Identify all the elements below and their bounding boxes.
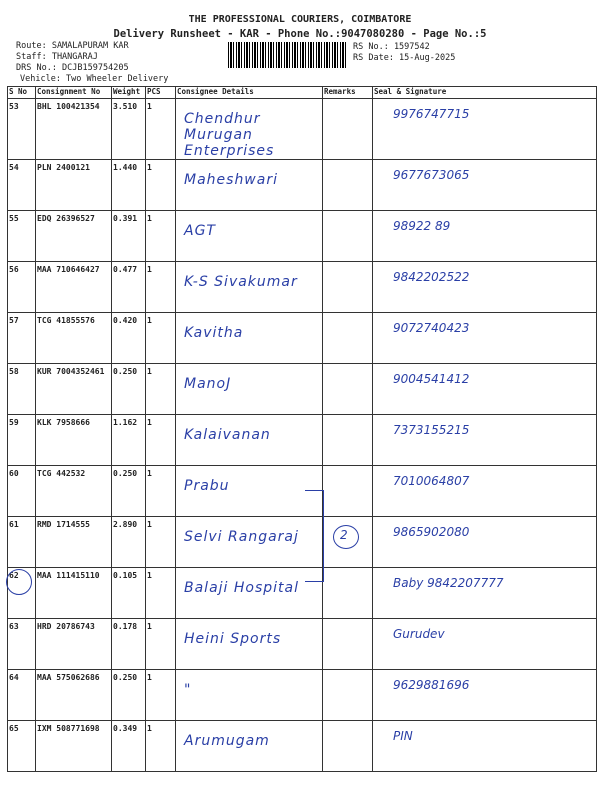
row-consignment-no: IXM 508771698: [36, 721, 112, 772]
row-sno: 64: [8, 670, 36, 721]
table-row: [8, 262, 597, 313]
row-consignee: Kavitha: [176, 313, 323, 364]
row-pcs: 1: [146, 364, 176, 415]
row-sno: 62: [8, 568, 36, 619]
table-row: [8, 211, 597, 262]
row-weight: 0.349: [112, 721, 146, 772]
row-consignee: Arumugam: [176, 721, 323, 772]
rs-number: RS No.: 1597542: [353, 42, 430, 52]
staff-label: Staff: THANGARAJ: [16, 52, 98, 62]
row-consignment-no: RMD 1714555: [36, 517, 112, 568]
route-label: Route: SAMALAPURAM KAR: [16, 41, 129, 51]
row-remarks: [323, 262, 373, 313]
col-pcs: PCS: [146, 87, 176, 99]
row-signature: 9842202522: [373, 262, 597, 313]
col-sno: S No: [8, 87, 36, 99]
row-weight: 2.890: [112, 517, 146, 568]
row-consignment-no: KLK 7958666: [36, 415, 112, 466]
row-consignment-no: PLN 2400121: [36, 160, 112, 211]
row-consignee: Maheshwari: [176, 160, 323, 211]
runsheet-table: [7, 86, 597, 772]
table-row: [8, 670, 597, 721]
row-consignment-no: BHL 100421354: [36, 99, 112, 160]
row-signature: 9976747715: [373, 99, 597, 160]
col-signature: Seal & Signature: [373, 87, 597, 99]
row-sno: 58: [8, 364, 36, 415]
row-sno: 55: [8, 211, 36, 262]
row-sno: 54: [8, 160, 36, 211]
row-consignment-no: TCG 442532: [36, 466, 112, 517]
row-remarks: [323, 313, 373, 364]
row-remarks: [323, 721, 373, 772]
row-remarks: [323, 415, 373, 466]
row-pcs: 1: [146, 160, 176, 211]
row-consignment-no: KUR 7004352461: [36, 364, 112, 415]
company-name: THE PROFESSIONAL COURIERS, COIMBATORE: [188, 14, 412, 25]
runsheet-title: Delivery Runsheet - KAR - Phone No.:9047080280 - Page No.:5: [113, 28, 487, 40]
table-row: [8, 619, 597, 670]
row-consignee: Selvi Rangaraj: [176, 517, 323, 568]
row-remarks: [323, 364, 373, 415]
vehicle-label: Vehicle: Two Wheeler Delivery: [20, 74, 169, 84]
row-signature: Gurudev: [373, 619, 597, 670]
ditto-bracket: [305, 490, 324, 582]
row-weight: 1.162: [112, 415, 146, 466]
row-remarks: [323, 466, 373, 517]
row-signature: 9865902080: [373, 517, 597, 568]
row-weight: 1.440: [112, 160, 146, 211]
row-weight: 0.250: [112, 670, 146, 721]
rs-date: RS Date: 15-Aug-2025: [353, 53, 456, 63]
drs-label: DRS No.: DCJB159754205: [16, 63, 129, 73]
table-row: [8, 160, 597, 211]
row-signature: 98922 89: [373, 211, 597, 262]
row-pcs: 1: [146, 568, 176, 619]
row-sno: 56: [8, 262, 36, 313]
row-remarks: [323, 211, 373, 262]
row-sno: 59: [8, 415, 36, 466]
row-remarks: [323, 670, 373, 721]
row-signature: 9629881696: [373, 670, 597, 721]
row-pcs: 1: [146, 619, 176, 670]
row-pcs: 1: [146, 211, 176, 262]
row-65-circle: [6, 569, 32, 595]
col-weight: Weight: [112, 87, 146, 99]
col-consignee: Consignee Details: [176, 87, 323, 99]
row-pcs: 1: [146, 313, 176, 364]
row-consignment-no: MAA 710646427: [36, 262, 112, 313]
row-signature: Baby 9842207777: [373, 568, 597, 619]
circled-number-text: 2: [340, 528, 348, 542]
row-signature: 9677673065: [373, 160, 597, 211]
row-remarks: [323, 160, 373, 211]
row-weight: 0.420: [112, 313, 146, 364]
row-signature: PIN: [373, 721, 597, 772]
row-pcs: 1: [146, 99, 176, 160]
row-sno: 57: [8, 313, 36, 364]
row-consignee: AGT: [176, 211, 323, 262]
row-weight: 0.250: [112, 466, 146, 517]
table-row: [8, 313, 597, 364]
row-signature: 9072740423: [373, 313, 597, 364]
row-pcs: 1: [146, 517, 176, 568]
row-consignee: Balaji Hospital: [176, 568, 323, 619]
table-row: [8, 568, 597, 619]
row-consignee: K-S Sivakumar: [176, 262, 323, 313]
row-remarks: [323, 619, 373, 670]
row-consignment-no: MAA 111415110: [36, 568, 112, 619]
row-remarks: [323, 568, 373, 619]
row-consignee: ": [176, 670, 323, 721]
row-consignee: Heini Sports: [176, 619, 323, 670]
barcode: [228, 42, 348, 68]
row-weight: 0.250: [112, 364, 146, 415]
col-consignment: Consignment No: [36, 87, 112, 99]
row-consignment-no: EDQ 26396527: [36, 211, 112, 262]
row-signature: 7010064807: [373, 466, 597, 517]
row-sno: 63: [8, 619, 36, 670]
row-pcs: 1: [146, 721, 176, 772]
row-sno: 65: [8, 721, 36, 772]
row-pcs: 1: [146, 670, 176, 721]
table-row: [8, 364, 597, 415]
row-pcs: 1: [146, 415, 176, 466]
col-remarks: Remarks: [323, 87, 373, 99]
row-sno: 60: [8, 466, 36, 517]
table-row: [8, 466, 597, 517]
table-header-row: [8, 87, 597, 99]
row-weight: 3.510: [112, 99, 146, 160]
row-pcs: 1: [146, 262, 176, 313]
row-signature: 7373155215: [373, 415, 597, 466]
row-weight: 0.477: [112, 262, 146, 313]
row-weight: 0.178: [112, 619, 146, 670]
row-sno: 53: [8, 99, 36, 160]
row-remarks: [323, 99, 373, 160]
row-weight: 0.391: [112, 211, 146, 262]
row-signature: 9004541412: [373, 364, 597, 415]
table-row: [8, 99, 597, 160]
table-row: [8, 517, 597, 568]
row-consignment-no: TCG 41855576: [36, 313, 112, 364]
row-consignment-no: MAA 575062686: [36, 670, 112, 721]
table-row: [8, 721, 597, 772]
row-consignee: Prabu: [176, 466, 323, 517]
row-consignee: ManoJ: [176, 364, 323, 415]
row-pcs: 1: [146, 466, 176, 517]
row-consignment-no: HRD 20786743: [36, 619, 112, 670]
row-consignee: Kalaivanan: [176, 415, 323, 466]
row-consignee: Chendhur Murugan Enterprises: [176, 99, 323, 160]
row-weight: 0.105: [112, 568, 146, 619]
row-sno: 61: [8, 517, 36, 568]
table-row: [8, 415, 597, 466]
